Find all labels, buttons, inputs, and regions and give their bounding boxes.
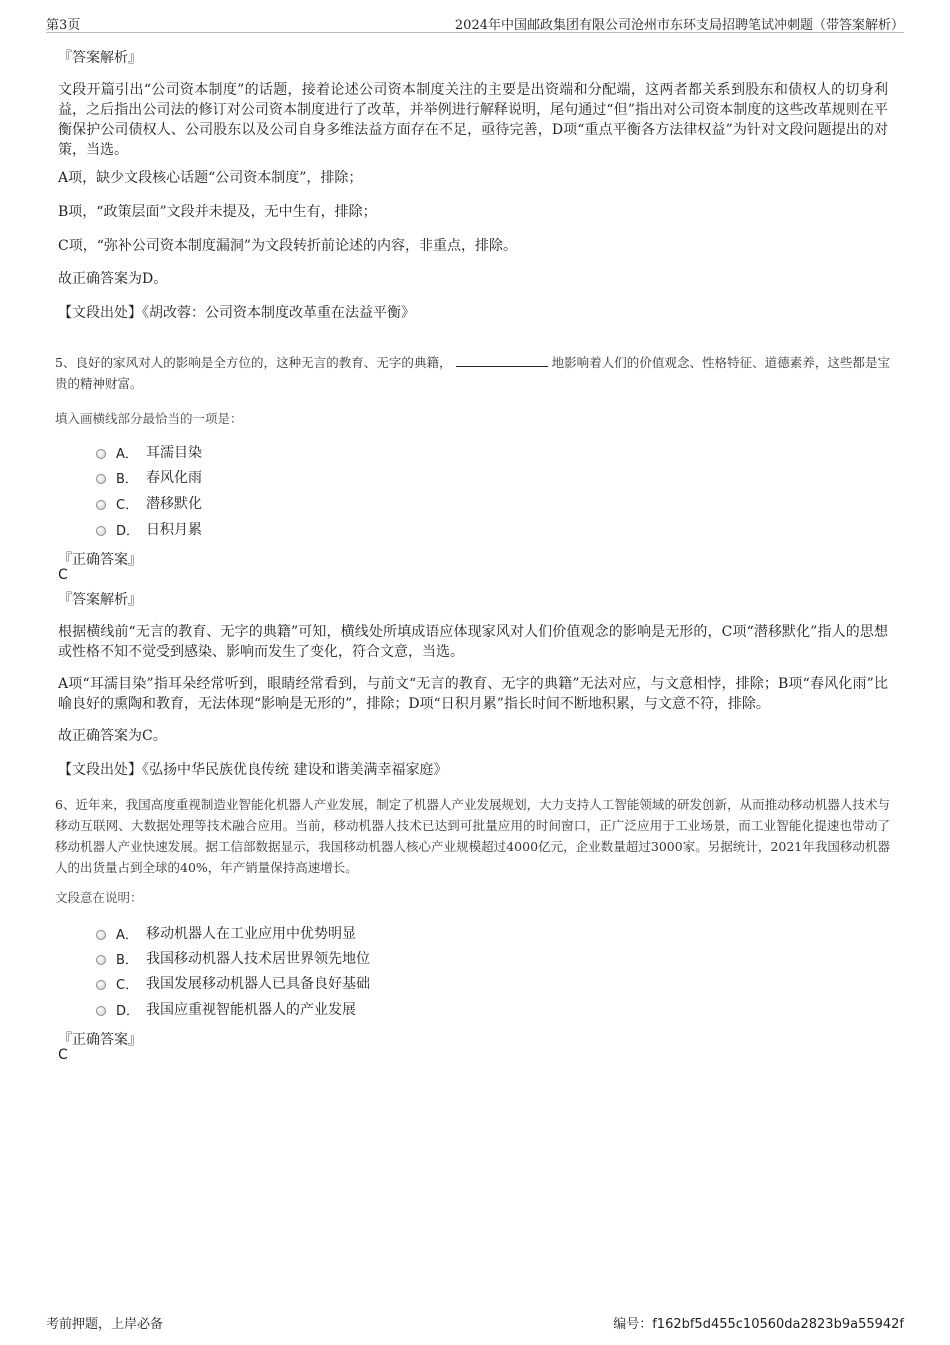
q4-conclusion: 故正确答案为D。 — [58, 271, 168, 287]
q5-option-b[interactable]: B． 春风化雨 — [96, 466, 202, 488]
q6-option-c[interactable]: C． 我国发展移动机器人已具备良好基础 — [96, 972, 370, 994]
radio-icon[interactable] — [96, 500, 106, 510]
q6-question-text: 6、近年来，我国高度重视制造业智能化机器人产业发展，制定了机器人产业发展规划，大力支持人工智能领域的研发创新，从而推动移动机器人技术与移动互联网、大数据处理等技术融合应用。当前，移动机器人技术已达到可批量应用的时间窗口，正广泛应用于工业场景，而工业智能化提速也带动了移动机器人产业快速发展。据工信部数据显示，我国移动机器人核心产业规模超过4000亿元，企业数量超过3000家。另据统计，2021年我国移动机器人的出货量占到全球的40%，年产销量保持高速增长。 — [55, 797, 890, 875]
radio-icon[interactable] — [96, 526, 106, 536]
radio-icon[interactable] — [96, 930, 106, 940]
q5-question-text — [55, 352, 890, 394]
document-title: 2024年中国邮政集团有限公司沧州市东环支局招聘笔试冲刺题（带答案解析） — [454, 18, 904, 33]
q4-analysis-label: 『答案解析』 — [58, 50, 142, 66]
q5-blank — [456, 354, 548, 367]
radio-icon[interactable] — [96, 449, 106, 459]
q5-answer-label: 『正确答案』 — [58, 552, 142, 568]
q5-analysis-paragraph-2: A项“耳濡目染”指耳朵经常听到，眼睛经常看到，与前文“无言的教育、无字的典籍”无法对应，与文意相悖，排除；B项“春风化雨”比喻良好的熏陶和教育，无法体现“影响是无形的”，排除；D项“日积月累”指长时间不断地积累，与文意不符，排除。 — [58, 676, 888, 712]
q6-option-b[interactable]: B． 我国移动机器人技术居世界领先地位 — [96, 947, 370, 969]
footer-code — [613, 1313, 904, 1332]
q6-answer-label: 『正确答案』 — [58, 1032, 142, 1048]
page-number: 第3页 — [46, 18, 81, 33]
q5-prompt: 填入画横线部分最恰当的一项是： — [55, 411, 243, 426]
footer-slogan: 考前押题，上岸必备 — [46, 1317, 164, 1332]
footer-code-label: 编号： — [613, 1317, 653, 1332]
page-header — [46, 12, 904, 33]
q5-text-after: 地影响着人们的价值观念、性格特征、道德素养，这些都是宝贵的精神财富。 — [55, 355, 890, 391]
q5-analysis-paragraph-1: 根据横线前“无言的教育、无字的典籍”可知，横线处所填成语应体现家风对人们价值观念的影响是无形的，C项“潜移默化”指人的思想或性格不知不觉受到感染、影响而发生了变化，符合文意，当选。 — [58, 624, 888, 660]
q4-analysis-option-c: C项，“弥补公司资本制度漏洞”为文段转折前论述的内容，非重点，排除。 — [58, 238, 518, 254]
q5-option-d[interactable]: D． 日积月累 — [96, 518, 202, 540]
q5-text-before: 5、良好的家风对人的影响是全方位的，这种无言的教育、无字的典籍， — [55, 355, 452, 370]
q5-answer: C — [58, 567, 68, 583]
q4-analysis-option-b: B项，“政策层面”文段并未提及，无中生有，排除； — [58, 204, 377, 220]
radio-icon[interactable] — [96, 474, 106, 484]
q4-source: 【文段出处】《胡改蓉：公司资本制度改革重在法益平衡》 — [58, 305, 415, 321]
q5-option-c[interactable]: C． 潜移默化 — [96, 492, 202, 514]
q6-prompt: 文段意在说明： — [55, 890, 143, 905]
radio-icon[interactable] — [96, 980, 106, 990]
footer-code-value: f162bf5d455c10560da2823b9a55942f — [652, 1317, 904, 1332]
q6-option-a[interactable]: A． 移动机器人在工业应用中优势明显 — [96, 922, 356, 944]
q5-analysis-label: 『答案解析』 — [58, 592, 142, 608]
radio-icon[interactable] — [96, 1006, 106, 1016]
radio-icon[interactable] — [96, 955, 106, 965]
q6-answer: C — [58, 1047, 68, 1063]
q4-analysis-option-a: A项，缺少文段核心话题“公司资本制度”，排除； — [58, 170, 363, 186]
q5-source: 【文段出处】《弘扬中华民族优良传统 建设和谐美满幸福家庭》 — [58, 762, 448, 778]
q5-option-a[interactable]: A． 耳濡目染 — [96, 441, 202, 463]
q6-option-d[interactable]: D． 我国应重视智能机器人的产业发展 — [96, 998, 356, 1020]
q5-conclusion: 故正确答案为C。 — [58, 728, 167, 744]
q4-analysis-paragraph: 文段开篇引出“公司资本制度”的话题，接着论述公司资本制度关注的主要是出资端和分配端，这两者都关系到股东和债权人的切身利益，之后指出公司法的修订对公司资本制度进行了改革，并举例进行解释说明，尾句通过“但”指出对公司资本制度的这些改革规则在平衡保护公司债权人、公司股东以及公司自身多维法益方面存在不足，亟待完善，D项“重点平衡各方法律权益”为针对文段问题提出的对策，当选。 — [58, 82, 888, 158]
